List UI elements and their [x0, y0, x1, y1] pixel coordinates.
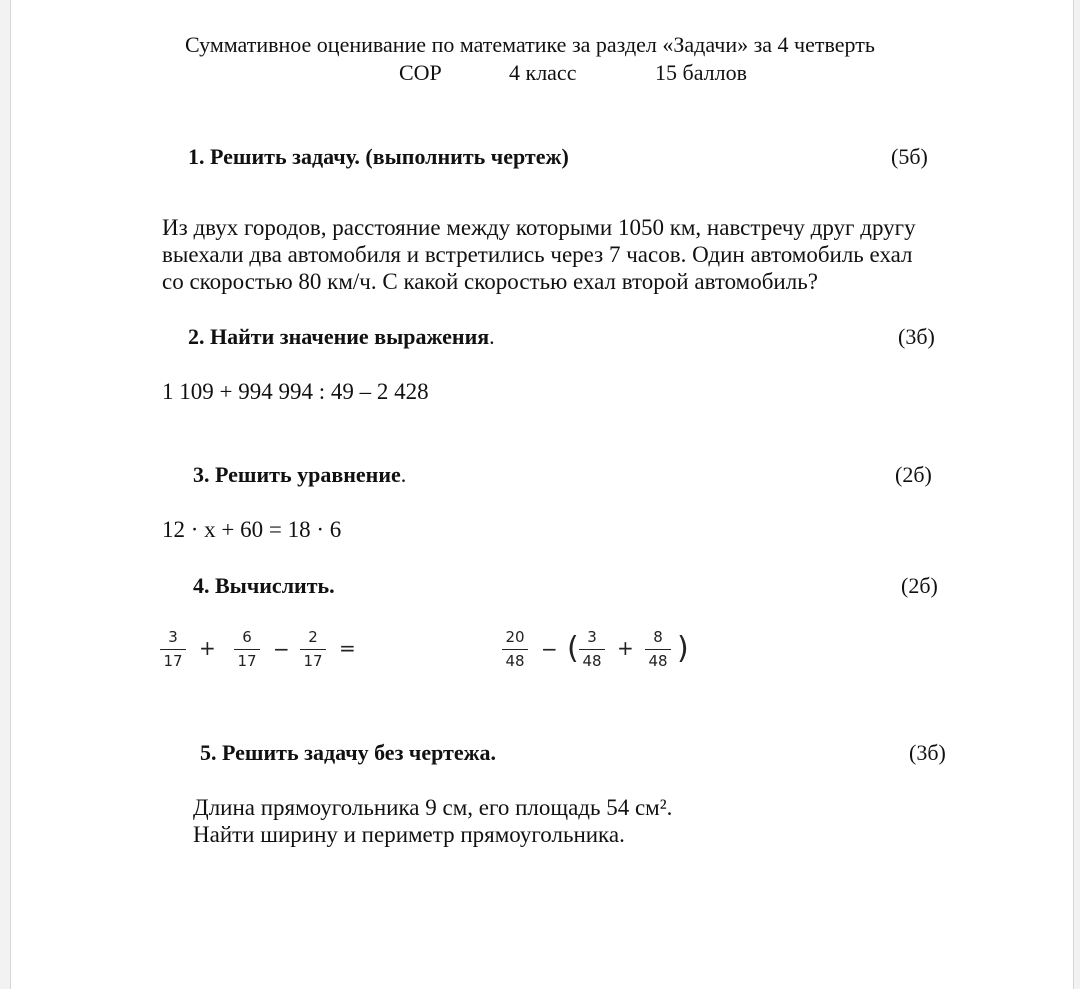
fraction-bar [502, 649, 528, 650]
fraction-denominator: 48 [582, 652, 602, 670]
fraction-2-17 [300, 628, 326, 670]
sor-label: СОР [399, 60, 442, 85]
task3-heading-text: 3. Решить уравнение [193, 462, 401, 487]
fraction-denominator: 48 [648, 652, 668, 670]
document-page [10, 0, 1074, 989]
fraction-6-17 [234, 628, 260, 670]
fraction-20-48 [502, 628, 528, 670]
fraction-denominator: 17 [303, 652, 323, 670]
fraction-bar [160, 649, 186, 650]
task1-text-line-1: Из двух городов, расстояние между которыми 1050 км, навстречу друг другу [162, 215, 916, 240]
task2-heading-dot: . [489, 324, 495, 349]
task1-points: (5б) [891, 144, 928, 169]
plus-operator: + [617, 636, 634, 660]
left-parenthesis: ( [567, 631, 579, 666]
task5-points: (3б) [909, 740, 946, 765]
fraction-bar [234, 649, 260, 650]
fraction-denominator: 17 [237, 652, 257, 670]
task5-heading: 5. Решить задачу без чертежа. [200, 740, 497, 765]
fraction-numerator: 20 [505, 628, 525, 646]
task4-points: (2б) [901, 573, 938, 598]
score-label: 15 баллов [655, 60, 747, 85]
minus-operator: − [541, 637, 558, 661]
task3-equation: 12 · x + 60 = 18 · 6 [162, 517, 342, 542]
task5-text-line-2: Найти ширину и периметр прямоугольника. [193, 822, 625, 847]
task3-heading-dot: . [400, 462, 407, 487]
fraction-numerator: 6 [242, 628, 252, 646]
task1-text-line-3: со скоростью 80 км/ч. С какой скоростью ехал второй автомобиль? [162, 269, 818, 294]
task3-points: (2б) [895, 462, 932, 487]
task2-expression: 1 109 + 994 994 : 49 – 2 428 [162, 379, 429, 404]
right-parenthesis: ) [677, 631, 689, 666]
fraction-3-17 [160, 628, 186, 670]
fraction-bar [645, 649, 671, 650]
fraction-numerator: 2 [308, 628, 318, 646]
fraction-8-48 [645, 628, 671, 670]
minus-operator: − [273, 637, 290, 661]
fraction-3-48 [579, 628, 605, 670]
fraction-bar [300, 649, 326, 650]
task1-heading: 1. Решить задачу. (выполнить чертеж) [188, 144, 569, 169]
equals-sign: = [339, 636, 356, 660]
task4-heading: 4. Вычислить. [193, 573, 335, 598]
fraction-denominator: 17 [163, 652, 183, 670]
document-title: Суммативное оценивание по математике за раздел «Задачи» за 4 четверть [185, 32, 875, 57]
task5-text-line-1: Длина прямоугольника 9 см, его площадь 54 см². [193, 795, 673, 820]
task3-heading [193, 462, 406, 488]
fraction-numerator: 8 [653, 628, 663, 646]
task2-heading-text: 2. Найти значение выражения [188, 324, 490, 349]
fraction-bar [579, 649, 605, 650]
fraction-numerator: 3 [587, 628, 597, 646]
task2-points: (3б) [898, 324, 935, 349]
task1-text-line-2: выехали два автомобиля и встретились через 7 часов. Один автомобиль ехал [162, 242, 913, 267]
fraction-numerator: 3 [168, 628, 178, 646]
plus-operator: + [199, 636, 216, 660]
grade-label: 4 класс [509, 60, 577, 85]
fraction-denominator: 48 [505, 652, 525, 670]
task2-heading [188, 324, 495, 350]
